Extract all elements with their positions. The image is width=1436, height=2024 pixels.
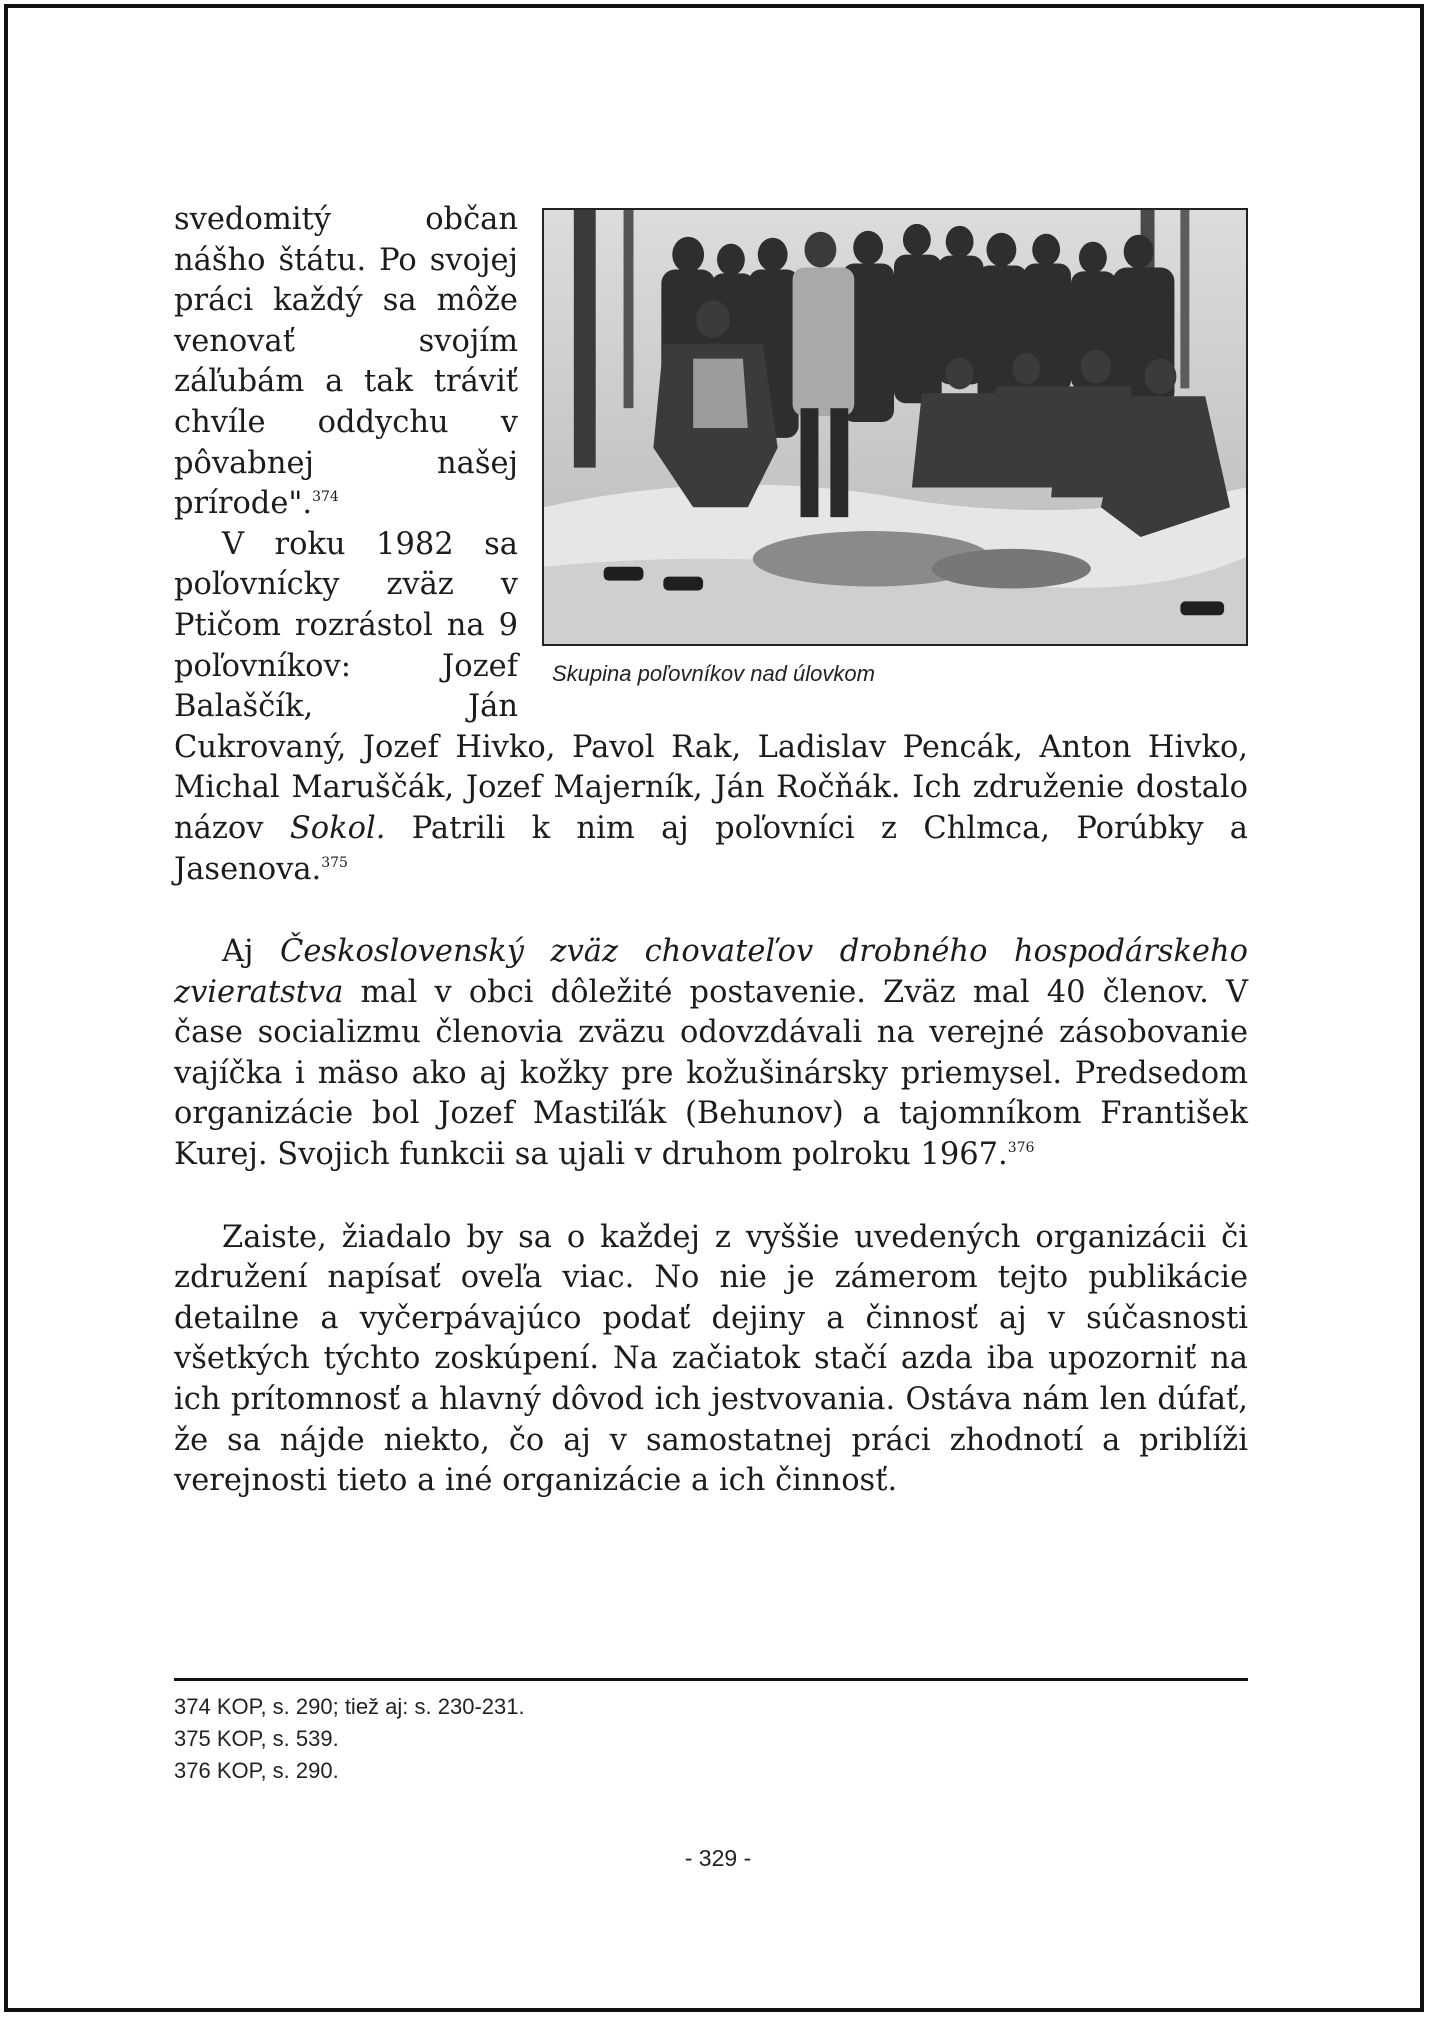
paragraph-4: Zaiste, žiadalo by sa o každej z vyššie uvedených organizácii či združení napísať oveľa viac. No nie je zámerom tejto publikácie detailne a vyčerpávajúco podať dejiny a činnosť aj v súčasnosti všetkých týchto zoskúpení. Na začiatok stačí azda iba upozorniť na ich prítomnosť a hlavný dôvod ich jestvovania. Ostáva nám len dúfať, že sa nájde niekto, čo aj v samostatnej práci zhodnotí a priblíži verejnosti tieto a iné organizácie a ich činnosť. (174, 1219, 1248, 1499)
footnote-375: 375 KOP, s. 539. (174, 1726, 339, 1751)
footnote-ref-376: 376 (1007, 1140, 1035, 1157)
footnotes (174, 1678, 1248, 1787)
paragraph-2-text: V roku 1982 sa poľovnícky zväz v Ptičom rozrástol na 9 poľovníkov: Jozef Balaščík, Ján Cukrovaný, Jozef Hivko, Pavol Rak, Ladislav Pencák, Anton Hivko, Michal Maruščák, Jozef Majerník, Ján Ročňák. Ich združenie dostalo názov (174, 526, 1248, 846)
paragraph-2-tail: Patrili k nim aj poľovníci z Chlmca, Porúbky a Jasenova. (174, 810, 1248, 887)
footnote-374: 374 KOP, s. 290; tiež aj: s. 230-231. (174, 1694, 525, 1719)
hunters-group-photo (542, 208, 1248, 646)
paragraph-3 (174, 932, 1248, 1176)
photo-figure (542, 208, 1248, 688)
page-body (174, 200, 1248, 1502)
organization-name-sokol: Sokol. (289, 810, 386, 846)
paragraph-3-lead: Aj (222, 934, 281, 970)
footnote-ref-374: 374 (312, 489, 339, 506)
footnote-376: 376 KOP, s. 290. (174, 1758, 339, 1783)
page-number: - 329 - (684, 1845, 752, 1871)
footnote-ref-375: 375 (321, 854, 348, 871)
photo-caption: Skupina poľovníkov nad úlovkom (552, 661, 875, 686)
organization-name-breeders: Československý zväz chovateľov drobného hospodárskeho zvieratstva (174, 934, 1248, 1010)
paragraph-3-tail: mal v obci dôležité postavenie. Zväz mal 40 členov. V čase socializmu členovia zväzu odovzdávali na verejné zásobovanie vajíčka i mäso ako aj kožky pre kožušinársky priemysel. Predsedom organizácie bol Jozef Mastiľák (Behunov) a tajomníkom František Kurej. Svojich funkcii sa ujali v druhom polroku 1967. (174, 974, 1248, 1173)
paragraph-1-text: svedomitý občan nášho štátu. Po svojej práci každý sa môže venovať svojím záľubám a tak tráviť chvíle oddychu v pôvabnej našej prírode". (174, 202, 518, 522)
